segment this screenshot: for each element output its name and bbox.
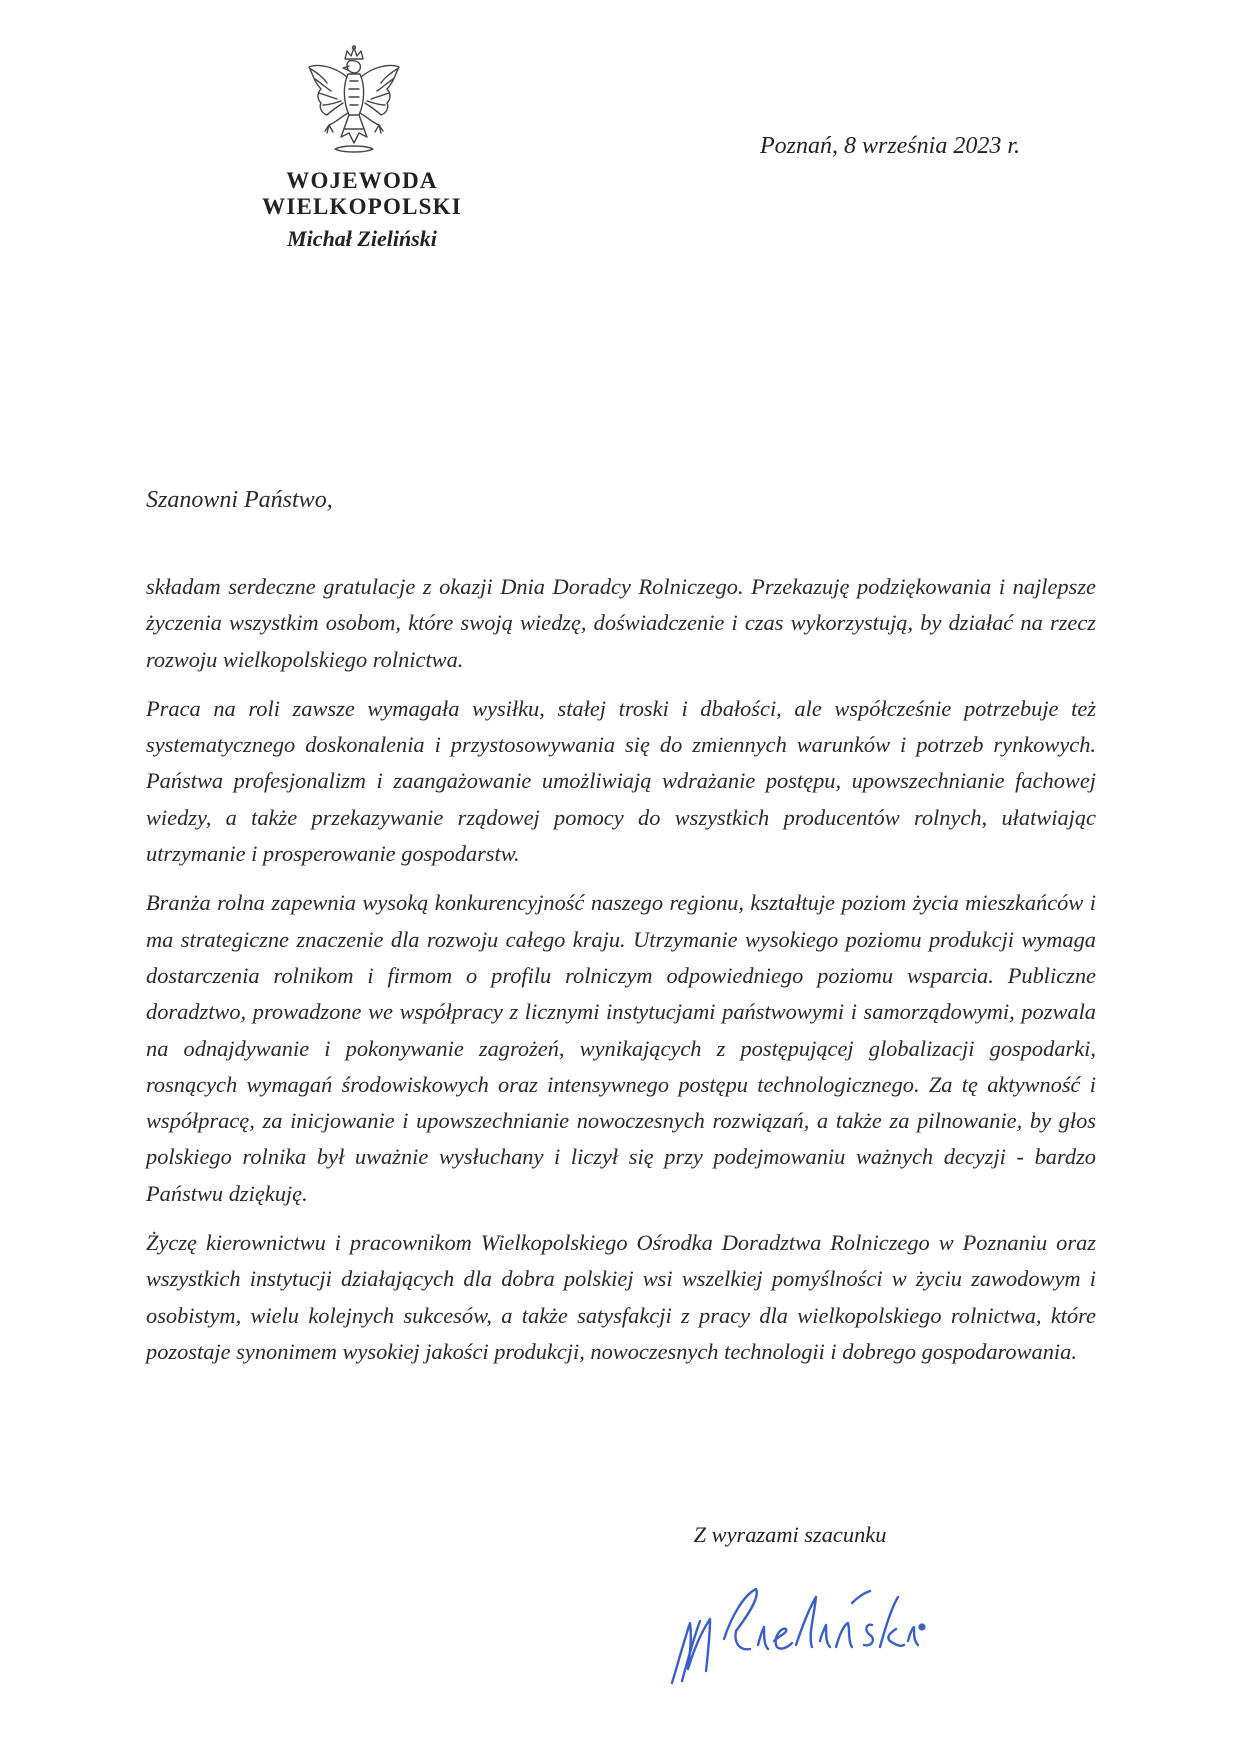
paragraph-congratulations: składam serdeczne gratulacje z okazji Dnia Doradcy Rolniczego. Przekazuję podziękowania i najlepsze życzenia wszystkim osobom, które swoją wiedzę, doświadczenie i czas wykorzystują, by działać na rzecz rozwoju wielkopolskiego rolnictwa. bbox=[146, 574, 1096, 672]
salutation: Szanowni Państwo, bbox=[146, 487, 333, 513]
handwritten-signature-icon bbox=[660, 1575, 930, 1690]
letter-date: Poznań, 8 września 2023 r. bbox=[759, 133, 1020, 159]
paragraph-agri-sector: Branża rolna zapewnia wysoką konkurencyjność naszego regionu, kształtuje poziom życia mieszkańców i ma strategiczne znaczenie dla rozwoju całego kraju. Utrzymanie wysokiego poziomu produkcji wymaga dostarczenia rolnikom i firmom o profilu rolniczym odpowiedniego poziomu wsparcia. Publiczne doradztwo, prowadzone we współpracy z licznymi instytucjami państwowymi i samorządowymi, pozwala na odnajdywanie i pokonywanie zagrożeń, wynikających z postępującej globalizacji gospodarki, rosnących wymagań środowiskowych oraz intensywnego postępu technologicznego. Za tę aktywność i współpracę, za inicjowanie i upowszechnianie nowoczesnych rozwiązań, a także za pilnowanie, by głos polskiego rolnika był uważnie wysłuchany i liczył się przy podejmowaniu ważnych decyzji - bardzo Państwu dziękuję. bbox=[146, 890, 1096, 1206]
office-title: WOJEWODA WIELKOPOLSKI bbox=[262, 168, 462, 219]
white-eagle-emblem-icon bbox=[305, 45, 403, 161]
paragraph-wishes: Życzę kierownictwu i pracownikom Wielkopolskiego Ośrodka Doradztwa Rolniczego w Poznaniu oraz wszystkich instytucji działających dla dobra polskiej wsi wszelkiej pomyślności w życiu zawodowym i osobistym, wielu kolejnych sukcesów, a także satysfakcji z pracy dla wielkopolskiego rolnictwa, które pozostaje synonimem wysokiej jakości produkcji, nowoczesnych technologii i dobrego gospodarowania. bbox=[146, 1230, 1096, 1364]
letter-body bbox=[146, 569, 1096, 1383]
paragraph-farming-work: Praca na roli zawsze wymagała wysiłku, stałej troski i dbałości, ale współcześnie potrzebuje też systematycznego doskonalenia i przystosowywania się do zmiennych warunków i potrzeb rynkowych. Państwa profesjonalizm i zaangażowanie umożliwiają wdrażanie postępu, upowszechnianie fachowej wiedzy, a także przekazywanie rządowej pomocy do wszystkich producentów rolnych, ułatwiając utrzymanie i prosperowanie gospodarstw. bbox=[146, 695, 1096, 867]
official-name: Michał Zieliński bbox=[287, 226, 437, 251]
closing-phrase: Z wyrazami szacunku bbox=[693, 1522, 887, 1547]
